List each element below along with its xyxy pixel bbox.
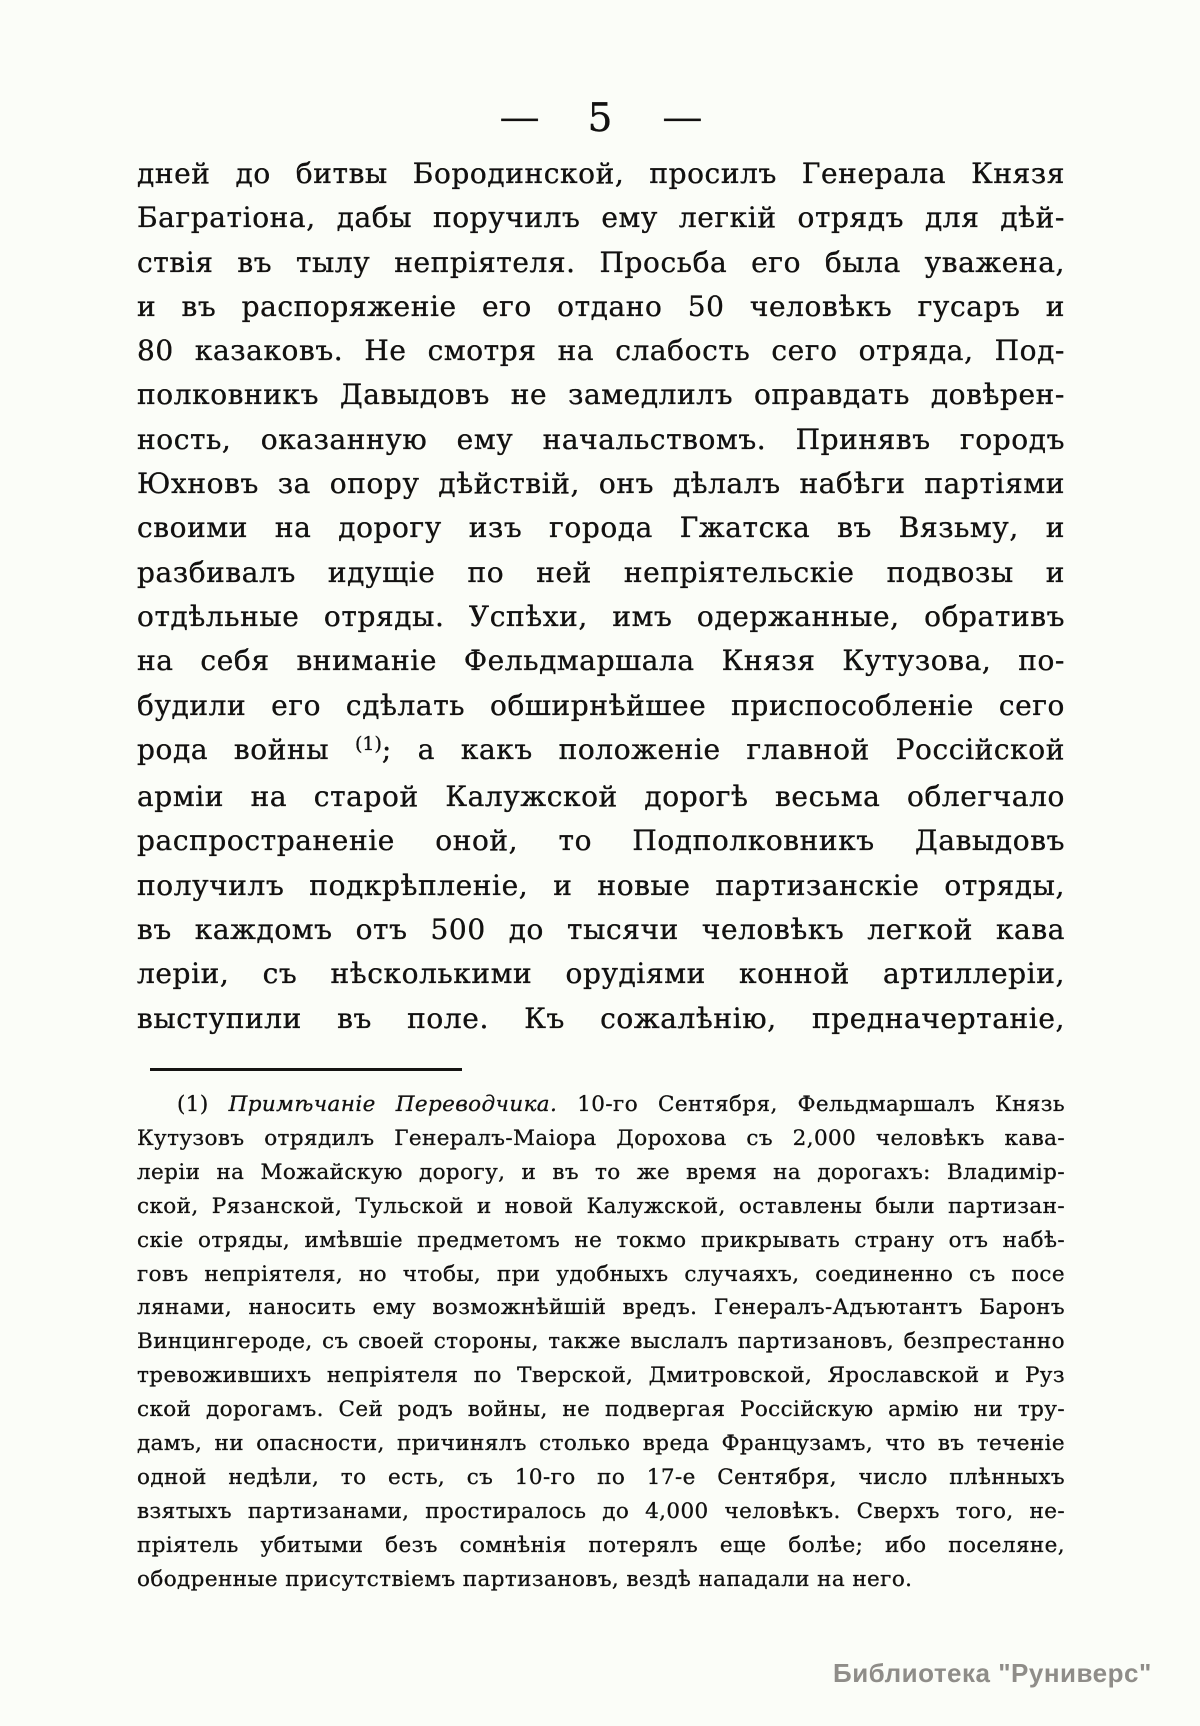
main-text-line: полковникъ Давыдовъ не замедлилъ оправдать довѣрен- xyxy=(137,378,1065,412)
main-text-line: получилъ подкрѣпленіе, и новые партизанскіе отряды, xyxy=(137,868,1065,902)
main-text-line: выступили въ поле. Къ сожалѣнію, предначертаніе, xyxy=(137,1001,1065,1035)
footnote-line: пріятель убитыми безъ сомнѣнія потерялъ еще болѣе; ибо поселяне, xyxy=(137,1532,1065,1558)
footnote-line: Кутузовъ отрядилъ Генералъ-Маіора Дорохова съ 2,000 человѣкъ кава- xyxy=(137,1125,1065,1151)
main-text-line: и въ распоряженіе его отдано 50 человѣкъ гусаръ и xyxy=(137,289,1065,323)
header-dash-left: — xyxy=(499,98,538,138)
main-text-line: арміи на старой Калужской дорогѣ весьма облегчало xyxy=(137,780,1065,814)
footnote-block xyxy=(137,1088,1065,1597)
main-text-line: будили его сдѣлать обширнѣйшее приспособленіе сего xyxy=(137,688,1065,722)
main-text-line: 80 казаковъ. Не смотря на слабость сего отряда, Под- xyxy=(137,334,1065,368)
main-text-line: своими на дорогу изъ города Гжатска въ Вязьму, и xyxy=(137,511,1065,545)
main-text-line-with-footnote-ref xyxy=(137,728,1065,775)
main-text-line: отдѣльные отряды. Успѣхи, имъ одержанные, обративъ xyxy=(137,599,1065,633)
footnote-marker: (1) xyxy=(177,1092,229,1117)
main-text-block xyxy=(137,152,1065,1041)
footnote-line: ской дорогамъ. Сей родъ войны, не подвергая Россійскую армію ни тру- xyxy=(137,1397,1065,1423)
footnote-line: одной недѣли, то есть, съ 10-го по 17-е Сентября, число плѣнныхъ xyxy=(137,1464,1065,1490)
footnote-line: ободренные присутствіемъ партизановъ, вездѣ нападали на него. xyxy=(137,1566,913,1592)
footnote-line: дамъ, ни опасности, причинялъ столько вреда Французамъ, что въ теченіе xyxy=(137,1431,1065,1457)
footnote-italic-title: Примѣчаніе Переводчика. xyxy=(228,1092,558,1117)
footnote-line-with-marker xyxy=(137,1088,1065,1122)
page-number: 5 xyxy=(587,95,613,141)
footnote-separator-rule xyxy=(150,1068,462,1071)
footnote-line: леріи на Можайскую дорогу, и въ то же время на дорогахъ: Владимір- xyxy=(137,1159,1065,1185)
footnote-line: лянами, наносить ему возможнѣйшій вредъ. Генералъ-Адъютантъ Баронъ xyxy=(137,1295,1065,1321)
library-watermark: Библиотека "Руниверс" xyxy=(833,1658,1152,1688)
main-text-line: на себя вниманіе Фельдмаршала Князя Кутузова, по- xyxy=(137,644,1065,678)
main-text-line: Юхновъ за опору дѣйствій, онъ дѣлалъ набѣги партіями xyxy=(137,467,1065,501)
footnote-line: тревожившихъ непріятеля по Тверской, Дмитровской, Ярославской и Руз xyxy=(137,1363,1065,1389)
text-segment: ; а какъ положеніе главной Россійской xyxy=(381,732,1065,766)
footnote-line: ской, Рязанской, Тульской и новой Калужской, оставлены были партизан- xyxy=(137,1193,1065,1219)
header-dash-right: — xyxy=(662,98,701,138)
text-segment: рода войны xyxy=(137,732,355,766)
main-text-line: ность, оказанную ему начальствомъ. Принявъ городъ xyxy=(137,422,1065,456)
text-segment: 10-го Сентября, Фельдмаршалъ Князь xyxy=(557,1092,1066,1117)
running-head xyxy=(0,92,1200,144)
main-text-line: распространеніе оной, то Подполковникъ Давыдовъ xyxy=(137,824,1065,858)
footnote-line: взятыхъ партизанами, простиралось до 4,000 человѣкъ. Сверхъ того, не- xyxy=(137,1498,1065,1524)
main-text-line: ствія въ тылу непріятеля. Просьба его была уважена, xyxy=(137,245,1065,279)
main-text-line: разбивалъ идущіе по ней непріятельскіе подвозы и xyxy=(137,555,1065,589)
main-text-line: Багратіона, дабы поручилъ ему легкій отрядъ для дѣй- xyxy=(137,201,1065,235)
footnote-line: скіе отряды, имѣвшіе предметомъ не токмо прикрывать страну отъ набѣ- xyxy=(137,1227,1065,1253)
main-text-line: леріи, съ нѣсколькими орудіями конной артиллеріи, xyxy=(137,957,1065,991)
main-text-line: въ каждомъ отъ 500 до тысячи человѣкъ легкой кава xyxy=(137,913,1065,947)
footnote-reference: (1) xyxy=(354,732,382,755)
footnote-line: Винцингероде, съ своей стороны, также выслалъ партизановъ, безпрестанно xyxy=(137,1329,1065,1355)
main-text-line: дней до битвы Бородинской, просилъ Генерала Князя xyxy=(137,157,1065,190)
footnote-line: говъ непріятеля, но чтобы, при удобныхъ случаяхъ, соединенно съ посе xyxy=(137,1261,1065,1287)
